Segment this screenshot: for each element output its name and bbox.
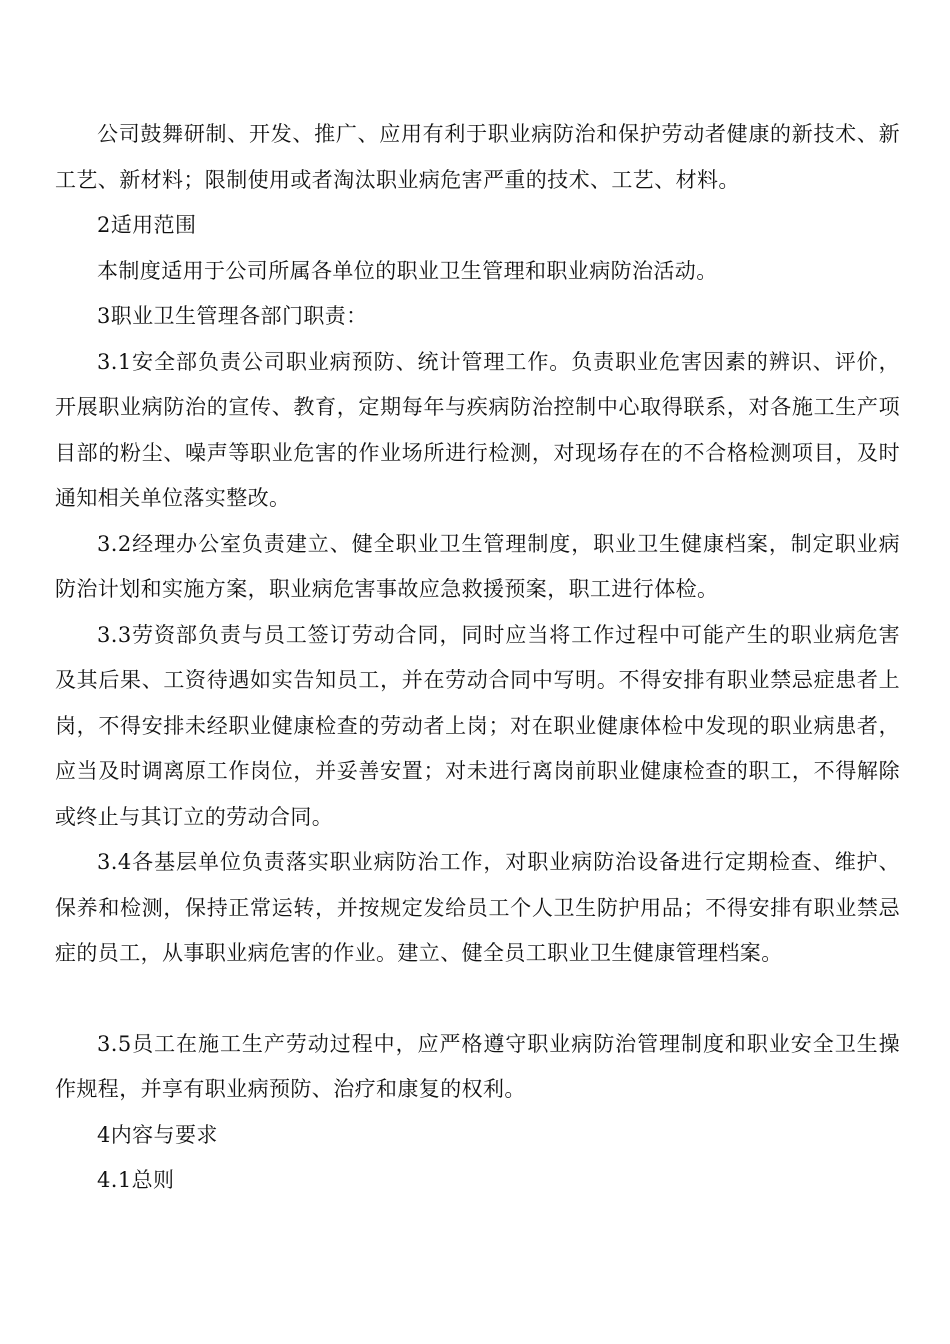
heading-content-requirements: 4内容与要求 [97,1122,218,1147]
paragraph-3-4-grassroots-units: 3.4各基层单位负责落实职业病防治工作，对职业病防治设备进行定期检查、维护、保养和检测，保持正常运转，并按规定发给员工个人卫生防护用品；不得安排有职业禁忌症的员工，从事职业病危害的作业。建立、健全员工职业卫生健康管理档案。 [55,850,900,965]
paragraph-3-2-manager-office: 3.2经理办公室负责建立、健全职业卫生管理制度，职业卫生健康档案，制定职业病防治计划和实施方案，职业病危害事故应急救援预案，职工进行体检。 [55,531,900,601]
paragraph-gap [55,977,900,1022]
paragraph-3-1-safety-dept: 3.1安全部负责公司职业病预防、统计管理工作。负责职业危害因素的辨识、评价，开展职业病防治的宣传、教育，定期每年与疾病防治控制中心取得联系，对各施工生产项目部的粉尘、噪声等职业危害的作业场所进行检测，对现场存在的不合格检测项目，及时通知相关单位落实整改。 [55,349,900,510]
heading-general-provisions: 4.1总则 [97,1168,175,1192]
paragraph-scope: 本制度适用于公司所属各单位的职业卫生管理和职业病防治活动。 [97,258,718,283]
paragraph-encouraged-technologies: 公司鼓舞研制、开发、推广、应用有利于职业病防治和保护劳动者健康的新技术、新工艺、新材料；限制使用或者淘汰职业病危害严重的技术、工艺、材料。 [55,122,900,192]
paragraph-3-5-employees: 3.5员工在施工生产劳动过程中，应严格遵守职业病防治管理制度和职业安全卫生操作规程，并享有职业病预防、治疗和康复的权利。 [55,1031,900,1101]
heading-responsibilities: 3职业卫生管理各部门职责： [97,304,368,328]
heading-scope: 2适用范围 [97,213,197,237]
document-body [55,112,900,1204]
paragraph-3-3-labor-dept: 3.3劳资部负责与员工签订劳动合同，同时应当将工作过程中可能产生的职业病危害及其后果、工资待遇如实告知员工，并在劳动合同中写明。不得安排有职业禁忌症患者上岗，不得安排未经职业健康检查的劳动者上岗；对在职业健康体检中发现的职业病患者，应当及时调离原工作岗位，并妥善安置；对未进行离岗前职业健康检查的职工，不得解除或终止与其订立的劳动合同。 [55,622,900,829]
